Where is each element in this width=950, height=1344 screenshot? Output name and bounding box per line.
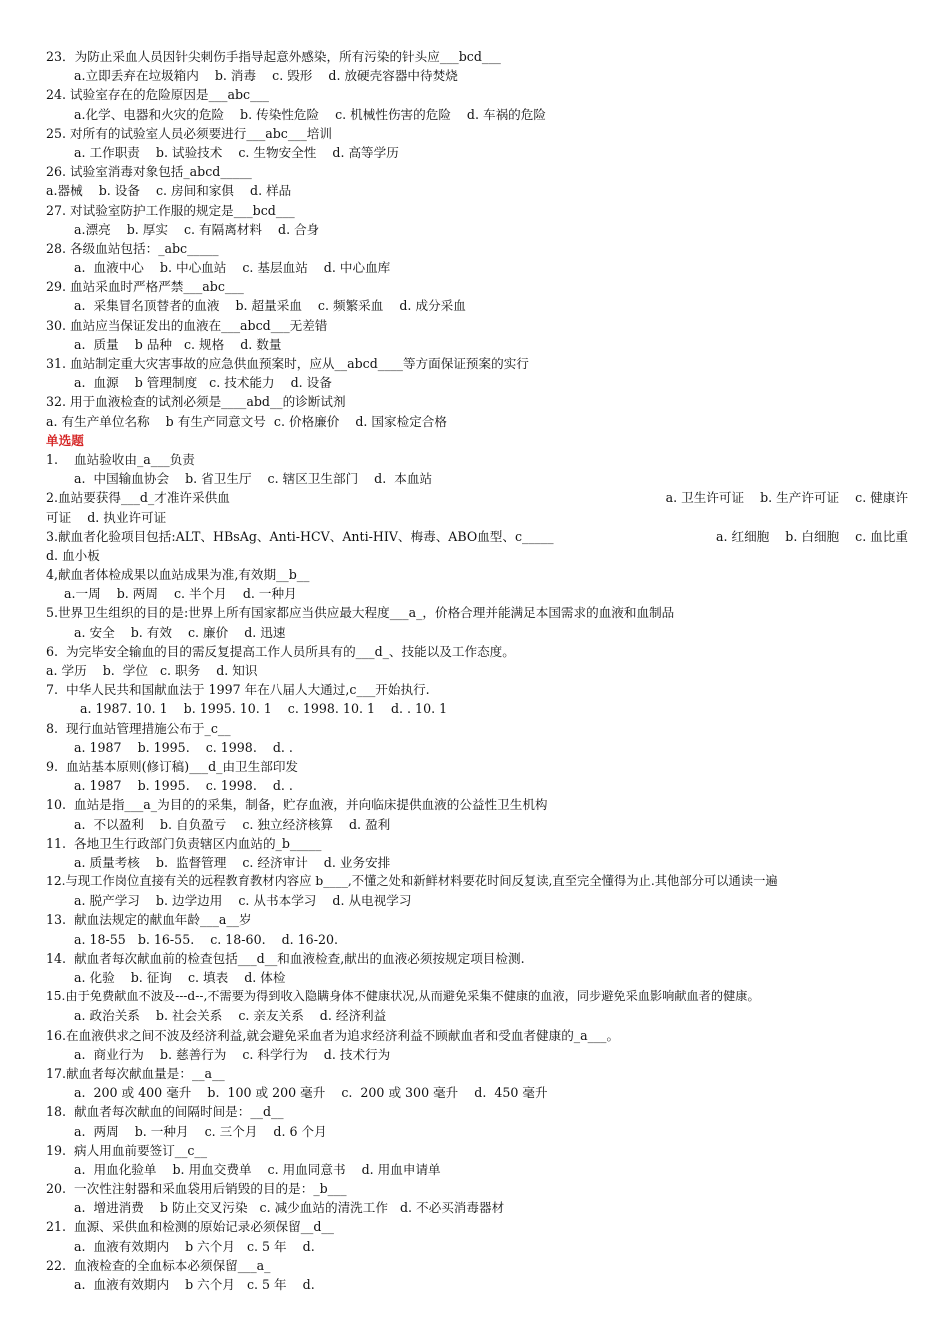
question-text: 7. 中华人民共和国献血法于 1997 年在八届人大通过,c___开始执行. xyxy=(46,682,430,698)
question-text: 23．为防止采血人员因针尖刺伤手指导起意外感染，所有污染的针头应___bcd___ xyxy=(46,49,501,64)
question-text: 21. 血源、采供血和检测的原始记录必须保留__d__ xyxy=(46,1219,334,1235)
question-options: a. 不以盈利 b. 自负盈亏 c. 独立经济核算 d. 盈利 xyxy=(74,816,391,832)
question-options: a.立即丢弃在垃圾箱内 b. 消毒 c. 毁形 d. 放硬壳容器中待焚烧 xyxy=(74,68,458,84)
question-text: 3.献血者化验项目包括:ALT、HBsAg、Anti-HCV、Anti-HIV、梅毒、ABO血型、c_____ xyxy=(46,528,554,544)
question-text: 18. 献血者每次献血的间隔时间是：__d__ xyxy=(46,1104,284,1120)
question-text: 22. 血液检查的全血标本必须保留___a_ xyxy=(46,1257,271,1273)
question-options: a. 增进消费 b 防止交叉污染 c. 减少血站的清洗工作 d. 不必买消毒器材 xyxy=(74,1200,505,1216)
question-text: 12.与现工作岗位直接有关的远程教育教材内容应 b____,不懂之处和新鲜材料要花时间反复读,直至完全懂得为止.其他部分可以通读一遍 xyxy=(46,874,778,889)
question-options: a.一周 b. 两周 c. 半个月 d. 一种月 xyxy=(64,586,297,602)
question-row xyxy=(46,527,908,546)
question-options: a. 商业行为 b. 慈善行为 c. 科学行为 d. 技术行为 xyxy=(74,1046,391,1062)
question-text: 14. 献血者每次献血前的检查包括___d__和血液检查,献出的血液必须按规定项目检测. xyxy=(46,950,525,966)
question-options: a. 质量 b 品种 c. 规格 d. 数量 xyxy=(74,336,282,352)
question-options: a. 安全 b. 有效 c. 廉价 d. 迅速 xyxy=(74,624,286,640)
question-options: a. 卫生许可证 b. 生产许可证 c. 健康许 xyxy=(665,490,908,506)
question-text: 9. 血站基本原则(修订稿)___d_由卫生部印发 xyxy=(46,758,299,774)
question-options: a. 质量考核 b. 监督管理 c. 经济审计 d. 业务安排 xyxy=(74,854,391,870)
question-options: a. 血液中心 b. 中心血站 c. 基层血站 d. 中心血库 xyxy=(74,260,391,276)
question-options: a. 化验 b. 征询 c. 填表 d. 体检 xyxy=(74,970,286,985)
question-text: 13. 献血法规定的献血年龄___a__岁 xyxy=(46,912,252,928)
question-text: 28. 各级血站包括：_abc_____ xyxy=(46,240,219,256)
multi-choice-section xyxy=(46,47,908,431)
question-options: a. 工作职责 b. 试验技术 c. 生物安全性 d. 高等学历 xyxy=(74,144,399,160)
question-options-continued: 可证 d. 执业许可证 xyxy=(46,509,167,525)
question-options: a. 脱产学习 b. 边学边用 c. 从书本学习 d. 从电视学习 xyxy=(74,893,412,909)
question-options: a. 血液有效期内 b 六个月 c. 5 年 d. xyxy=(74,1277,315,1292)
question-text: 5.世界卫生组织的目的是:世界上所有国家都应当供应最大程度___a_，价格合理并能满足本国需求的血液和血制品 xyxy=(46,605,675,621)
question-text: 24. 试验室存在的危险原因是___abc___ xyxy=(46,87,269,103)
question-text: 16.在血液供求之间不波及经济利益,就会避免采血者为追求经济利益不顾献血者和受血者健康的_a___。 xyxy=(46,1027,620,1043)
question-text: 30. 血站应当保证发出的血液在___abcd___无差错 xyxy=(46,317,328,333)
question-options: a. 200 或 400 毫升 b. 100 或 200 毫升 c. 200 或 300 毫升 d. 450 毫升 xyxy=(74,1085,548,1101)
question-text: 1. 血站验收由_a___负责 xyxy=(46,451,195,467)
question-options: a.器械 b. 设备 c. 房间和家俱 d. 样品 xyxy=(46,183,292,199)
question-text: 17.献血者每次献血量是：__a__ xyxy=(46,1065,225,1081)
question-text: 8. 现行血站管理措施公布于_c__ xyxy=(46,720,231,736)
question-text: 15.由于免费献血不波及---d--,不需要为得到收入隐瞒身体不健康状况,从而避免采集不健康的血液，同步避免采血影响献血者的健康。 xyxy=(46,989,760,1004)
question-text: 27. 对试验室防护工作服的规定是___bcd___ xyxy=(46,202,295,218)
question-options: a.化学、电器和火灾的危险 b. 传染性危险 c. 机械性伤害的危险 d. 车祸的危险 xyxy=(74,106,546,122)
question-options: a. 政治关系 b. 社会关系 c. 亲友关系 d. 经济利益 xyxy=(74,1008,387,1024)
document-body xyxy=(46,47,908,1294)
question-text: 25. 对所有的试验室人员必须要进行___abc___培训 xyxy=(46,125,332,141)
question-options: a. 中国输血协会 b. 省卫生厅 c. 辖区卫生部门 d. 本血站 xyxy=(74,471,433,487)
question-options: a. 血源 b 管理制度 c. 技术能力 d. 设备 xyxy=(74,375,332,391)
question-text: 11. 各地卫生行政部门负责辖区内血站的_b_____ xyxy=(46,835,322,851)
question-options: a. 有生产单位名称 b 有生产同意文号 c. 价格廉价 d. 国家检定合格 xyxy=(46,413,447,429)
question-options: a. 两周 b. 一种月 c. 三个月 d. 6 个月 xyxy=(74,1123,327,1139)
question-text: 19. 病人用血前要签订__c__ xyxy=(46,1142,208,1158)
question-options: a. 采集冒名顶替者的血液 b. 超量采血 c. 频繁采血 d. 成分采血 xyxy=(74,298,466,314)
question-options: a. 1987 b. 1995. c. 1998. d. . xyxy=(74,778,293,794)
question-text: 29. 血站采血时严格严禁___abc___ xyxy=(46,279,244,295)
question-text: 20. 一次性注射器和采血袋用后销毁的目的是：_b___ xyxy=(46,1181,347,1197)
question-options: a. 红细胞 b. 白细胞 c. 血比重 xyxy=(715,528,908,544)
question-text: 2.血站要获得___d_才准许采供血 xyxy=(46,490,230,506)
question-options: a. 18-55 b. 16-55. c. 18-60. d. 16-20. xyxy=(74,931,338,947)
question-options-continued: d. 血小板 xyxy=(46,547,100,563)
question-options: a. 1987. 10. 1 b. 1995. 10. 1 c. 1998. 10. 1 d. . 10. 1 xyxy=(80,701,448,717)
question-text: 4,献血者体检成果以血站成果为准,有效期__b__ xyxy=(46,567,310,583)
question-options: a. 血液有效期内 b 六个月 c. 5 年 d. xyxy=(74,1238,315,1254)
question-row xyxy=(46,488,908,507)
question-options: a. 用血化验单 b. 用血交费单 c. 用血同意书 d. 用血申请单 xyxy=(74,1161,441,1177)
question-text: 10. 血站是指___a_为目的的采集，制备，贮存血液，并向临床提供血液的公益性卫生机构 xyxy=(46,797,548,813)
question-text: 6. 为完毕安全输血的目的需反复提高工作人员所具有的___d_、技能以及工作态度。 xyxy=(46,643,515,659)
section-heading: 单选题 xyxy=(46,432,84,448)
question-options: a.漂亮 b. 厚实 c. 有隔离材料 d. 合身 xyxy=(74,221,320,237)
question-text: 26. 试验室消毒对象包括_abcd_____ xyxy=(46,164,252,180)
question-text: 32. 用于血液检查的试剂必须是____abd__的诊断试剂 xyxy=(46,394,346,410)
question-options: a. 1987 b. 1995. c. 1998. d. . xyxy=(74,739,293,755)
single-choice-section xyxy=(46,450,908,1294)
question-text: 31. 血站制定重大灾害事故的应急供血预案时，应从__abcd____等方面保证预案的实行 xyxy=(46,356,529,371)
question-options: a. 学历 b. 学位 c. 职务 d. 知识 xyxy=(46,663,258,678)
